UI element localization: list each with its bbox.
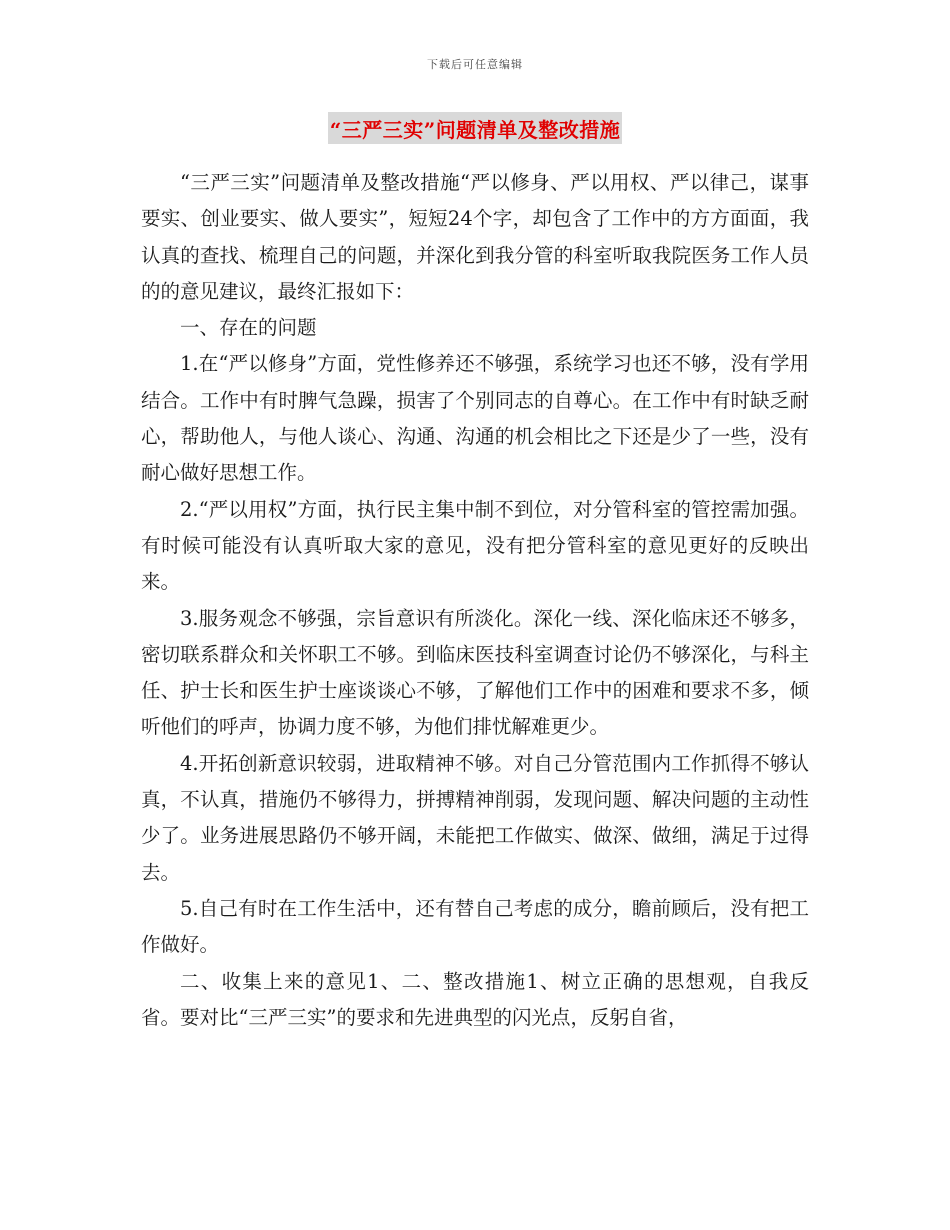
paragraph-item-4: 4.开拓创新意识较弱，进取精神不够。对自己分管范围内工作抓得不够认真，不认真，措施仍不够得力，拼搏精神削弱，发现问题、解决问题的主动性少了。业务进展思路仍不够开阔，未能把工作做实、做深、做细，满足于过得去。	[141, 751, 809, 884]
header-note: 下载后可任意编辑	[427, 58, 523, 71]
paragraph-item-3: 3.服务观念不够强，宗旨意识有所淡化。深化一线、深化临床还不够多，密切联系群众和关怀职工不够。到临床医技科室调查讨论仍不够深化，与科主任、护士长和医生护士座谈谈心不够，了解他们工作中的困难和要求不多，倾听他们的呼声，协调力度不够，为他们排忧解难更少。	[141, 606, 809, 739]
section-heading-problems: 一、存在的问题	[180, 316, 317, 340]
paragraph-intro: “三严三实”问题清单及整改措施“严以修身、严以用权、严以律己，谋事要实、创业要实、做人要实”，短短24个字，却包含了工作中的方方面面，我认真的查找、梳理自己的问题，并深化到我分管的科室听取我院医务工作人员的的意见建议，最终汇报如下：	[141, 171, 809, 303]
paragraph-item-1: 1.在“严以修身”方面，党性修养还不够强，系统学习也还不够，没有学用结合。工作中有时脾气急躁，损害了个别同志的自尊心。在工作中有时缺乏耐心，帮助他人，与他人谈心、沟通、沟通的机会相比之下还是少了一些，没有耐心做好思想工作。	[141, 352, 809, 485]
paragraph-section-2: 二、收集上来的意见1、二、整改措施1、树立正确的思想观，自我反省。要对比“三严三实”的要求和先进典型的闪光点，反躬自省，	[141, 969, 809, 1029]
document-title: “三严三实”问题清单及整改措施	[328, 112, 623, 144]
document-body	[141, 165, 809, 1036]
title-wrapper	[0, 112, 950, 144]
paragraph-item-2: 2.“严以用权”方面，执行民主集中制不到位，对分管科室的管控需加强。有时候可能没有认真听取大家的意见，没有把分管科室的意见更好的反映出来。	[141, 497, 809, 594]
paragraph-item-5: 5.自己有时在工作生活中，还有替自己考虑的成分，瞻前顾后，没有把工作做好。	[141, 896, 809, 957]
